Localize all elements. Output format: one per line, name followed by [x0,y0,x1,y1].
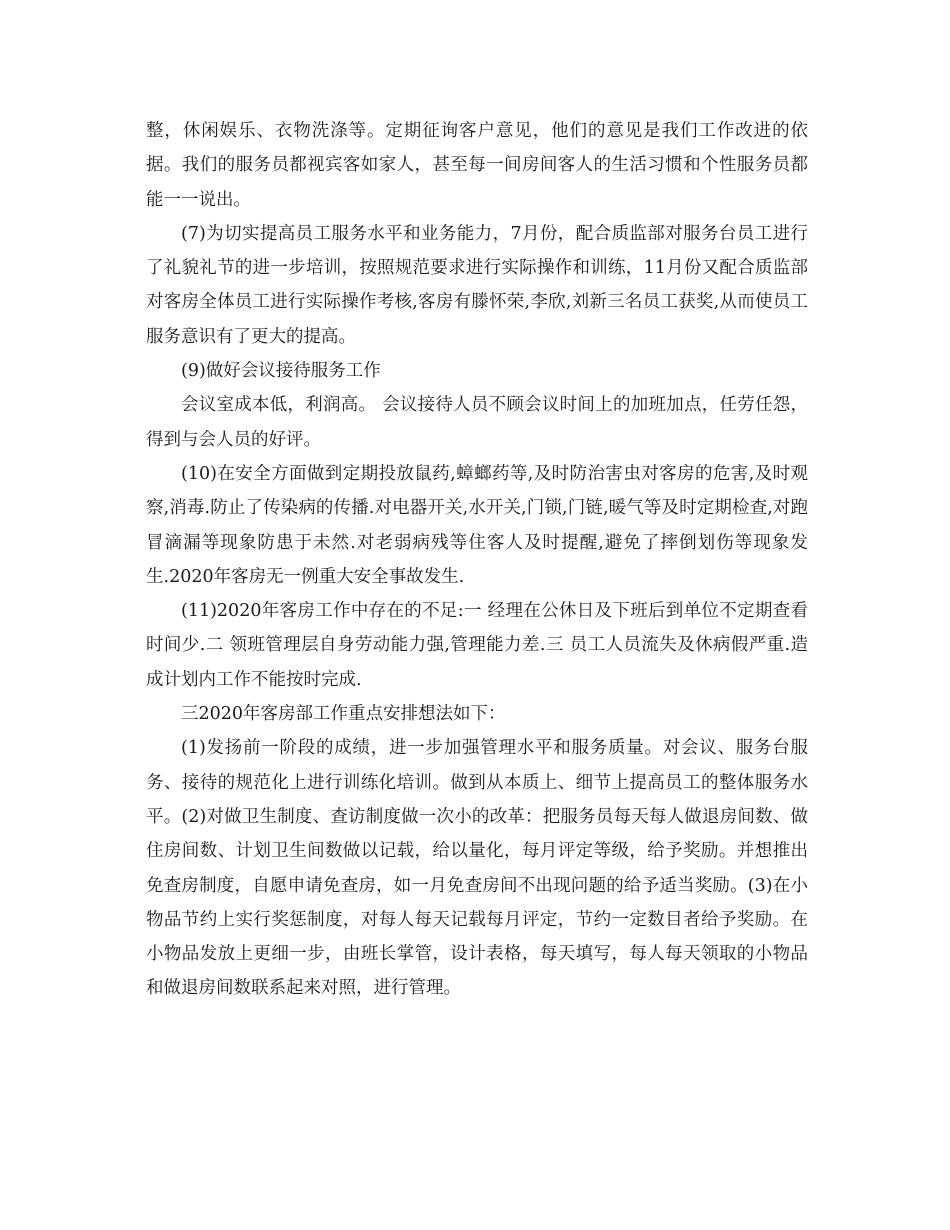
paragraph-item-10: (10)在安全方面做到定期投放鼠药,蟑螂药等,及时防治害虫对客房的危害,及时观察,消毒.防止了传染病的传播.对电器开关,水开关,门锁,门链,暖气等及时定期检查,对跑冒滴漏等现象防患于未然.对老弱病残等住客人及时提醒,避免了摔倒划伤等现象发生.2020年客房无一例重大安全事故发生. [146,463,808,587]
paragraph-item-11: (11)2020年客房工作中存在的不足:一 经理在公休日及下班后到单位不定期查看时间少.二 领班管理层自身劳动能力强,管理能力差.三 员工人员流失及休病假严重.造成计划内工作不能按时完成. [146,601,808,690]
paragraph-item-9-heading: (9)做好会议接待服务工作 [181,361,381,382]
paragraph-item-7: (7)为切实提高员工服务水平和业务能力，7月份，配合质监部对服务台员工进行了礼貌礼节的进一步培训，按照规范要求进行实际操作和训练，11月份又配合质监部对客房全体员工进行实际操作考核,客房有滕怀荣,李欣,刘新三名员工获奖,从而使员工服务意识有了更大的提高。 [146,223,808,347]
section-heading-plan: 三2020年客房部工作重点安排想法如下： [181,704,506,725]
document-body [146,114,808,1006]
paragraph-meeting-room: 会议室成本低，利润高。 会议接待人员不顾会议时间上的加班加点，任劳任怨，得到与会人员的好评。 [146,395,808,450]
paragraph-continuation: 整，休闲娱乐、衣物洗涤等。定期征询客户意见，他们的意见是我们工作改进的依据。我们的服务员都视宾客如家人，甚至每一间房间客人的生活习惯和个性服务员都能一一说出。 [146,121,808,210]
paragraph-plan-details: (1)发扬前一阶段的成绩，进一步加强管理水平和服务质量。对会议、服务台服务、接待的规范化上进行训练化培训。做到从本质上、细节上提高员工的整体服务水平。(2)对做卫生制度、查访制度做一次小的改革：把服务员每天每人做退房间数、做住房间数、计划卫生间数做以记载，给以量化，每月评定等级，给予奖励。并想推出免查房制度，自愿申请免查房，如一月免查房间不出现问题的给予适当奖励。(3)在小物品节约上实行奖惩制度，对每人每天记载每月评定，节约一定数目者给予奖励。在小物品发放上更细一步，由班长掌管，设计表格，每天填写，每人每天领取的小物品和做退房间数联系起来对照，进行管理。 [146,738,808,999]
